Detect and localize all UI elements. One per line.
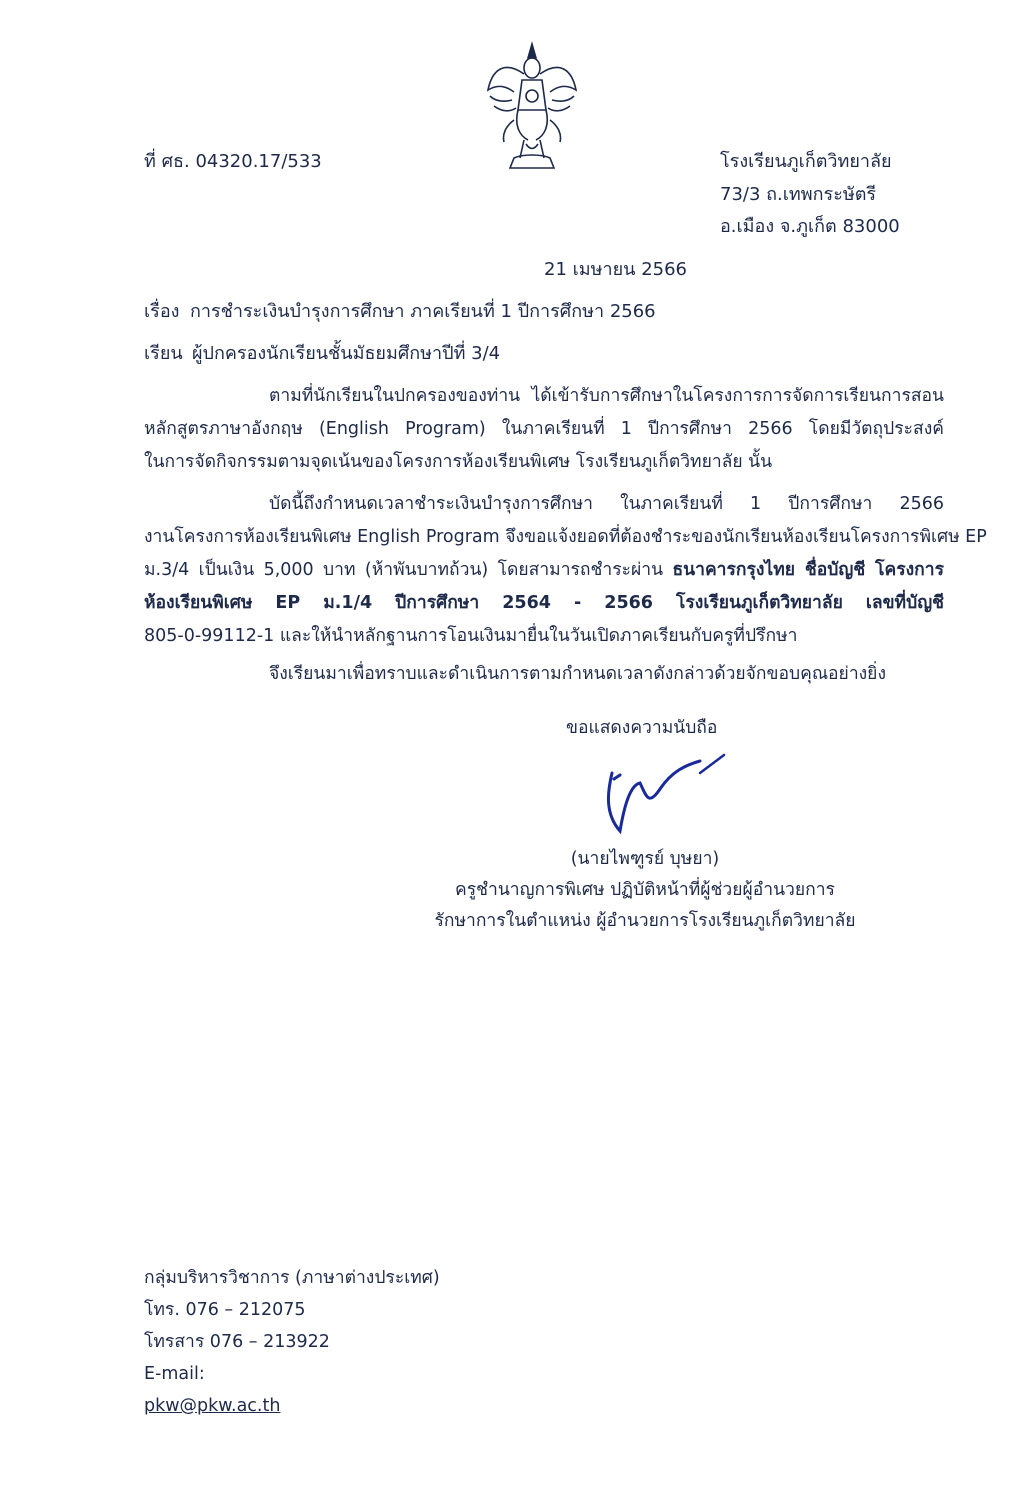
payment-amount-text: ม.3/4 เป็นเงิน 5,000 บาท (ห้าพันบาทถ้วน) โดยสามารถชำระผ่าน xyxy=(144,560,664,580)
account-name-text: ห้องเรียนพิเศษ EP ม.1/4 ปีการศึกษา 2564 - 2566 โรงเรียนภูเก็ตวิทยาลัย เลขที่บัญชี xyxy=(144,593,944,613)
account-number-line: 805-0-99112-1 และให้นำหลักฐานการโอนเงินมายื่นในวันเปิดภาคเรียนกับครูที่ปรึกษา xyxy=(144,626,798,646)
subject-label: เรื่อง xyxy=(144,301,180,322)
paragraph-2-line-2: งานโครงการห้องเรียนพิเศษ English Program จึงขอแจ้งยอดที่ต้องชำระของนักเรียนห้องเรียนโครงการพิเศษ EP xyxy=(144,527,987,547)
email-label: E-mail: xyxy=(144,1364,205,1384)
sender-address-line-2: 73/3 ถ.เทพกระษัตรี xyxy=(720,184,877,205)
recipient-label: เรียน xyxy=(144,343,183,364)
paragraph-2-line-3 xyxy=(144,554,944,587)
department-name: กลุ่มบริหารวิชาการ (ภาษาต่างประเทศ) xyxy=(144,1268,440,1288)
paragraph-1-line-1: ตามที่นักเรียนในปกครองของท่าน ได้เข้ารับการศึกษาในโครงการการจัดการเรียนการสอน xyxy=(269,386,944,406)
bank-name-text: ธนาคารกรุงไทย ชื่อบัญชี โครงการ xyxy=(672,560,944,580)
paragraph-1-line-2: หลักสูตรภาษาอังกฤษ (English Program) ในภาคเรียนที่ 1 ปีการศึกษา 2566 โดยมีวัตถุประสงค์ xyxy=(144,419,944,439)
email-line xyxy=(144,1358,440,1422)
signatory-title-line-1: ครูชำนาญการพิเศษ ปฏิบัติหน้าที่ผู้ช่วยผู้อำนวยการ xyxy=(455,880,835,900)
garuda-emblem-icon xyxy=(484,40,580,174)
closing-paragraph: จึงเรียนมาเพื่อทราบและดำเนินการตามกำหนดเวลาดังกล่าวด้วยจักขอบคุณอย่างยิ่ง xyxy=(269,664,886,684)
handwritten-signature-icon xyxy=(590,735,730,845)
signatory-name: (นายไพฑูรย์ บุษยา) xyxy=(570,849,720,869)
paragraph-2-line-1: บัดนี้ถึงกำหนดเวลาชำระเงินบำรุงการศึกษา ในภาคเรียนที่ 1 ปีการศึกษา 2566 xyxy=(269,494,944,514)
fax-number: โทรสาร 076 – 213922 xyxy=(144,1332,330,1352)
paragraph-1-line-3: ในการจัดกิจกรรมตามจุดเน้นของโครงการห้องเรียนพิเศษ โรงเรียนภูเก็ตวิทยาลัย นั้น xyxy=(144,452,773,472)
phone-number: โทร. 076 – 212075 xyxy=(144,1300,306,1320)
contact-footer xyxy=(144,1262,440,1422)
sender-address-line-1: โรงเรียนภูเก็ตวิทยาลัย xyxy=(720,151,892,172)
subject-text: การชำระเงินบำรุงการศึกษา ภาคเรียนที่ 1 ปีการศึกษา 2566 xyxy=(190,301,656,322)
email-link[interactable]: pkw@pkw.ac.th xyxy=(144,1396,281,1416)
sender-address-line-3: อ.เมือง จ.ภูเก็ต 83000 xyxy=(720,216,900,237)
recipient-text: ผู้ปกครองนักเรียนชั้นมัธยมศึกษาปีที่ 3/4 xyxy=(192,343,501,364)
closing-salutation: ขอแสดงความนับถือ xyxy=(566,718,718,738)
body-paragraph-1 xyxy=(144,380,944,479)
body-paragraph-2 xyxy=(144,488,987,653)
letter-date: 21 เมษายน 2566 xyxy=(544,259,687,280)
signatory-title-line-2: รักษาการในตำแหน่ง ผู้อำนวยการโรงเรียนภูเก็ตวิทยาลัย xyxy=(434,911,856,931)
reference-number: ที่ ศธ. 04320.17/533 xyxy=(144,151,322,172)
signatory-block xyxy=(420,844,870,937)
